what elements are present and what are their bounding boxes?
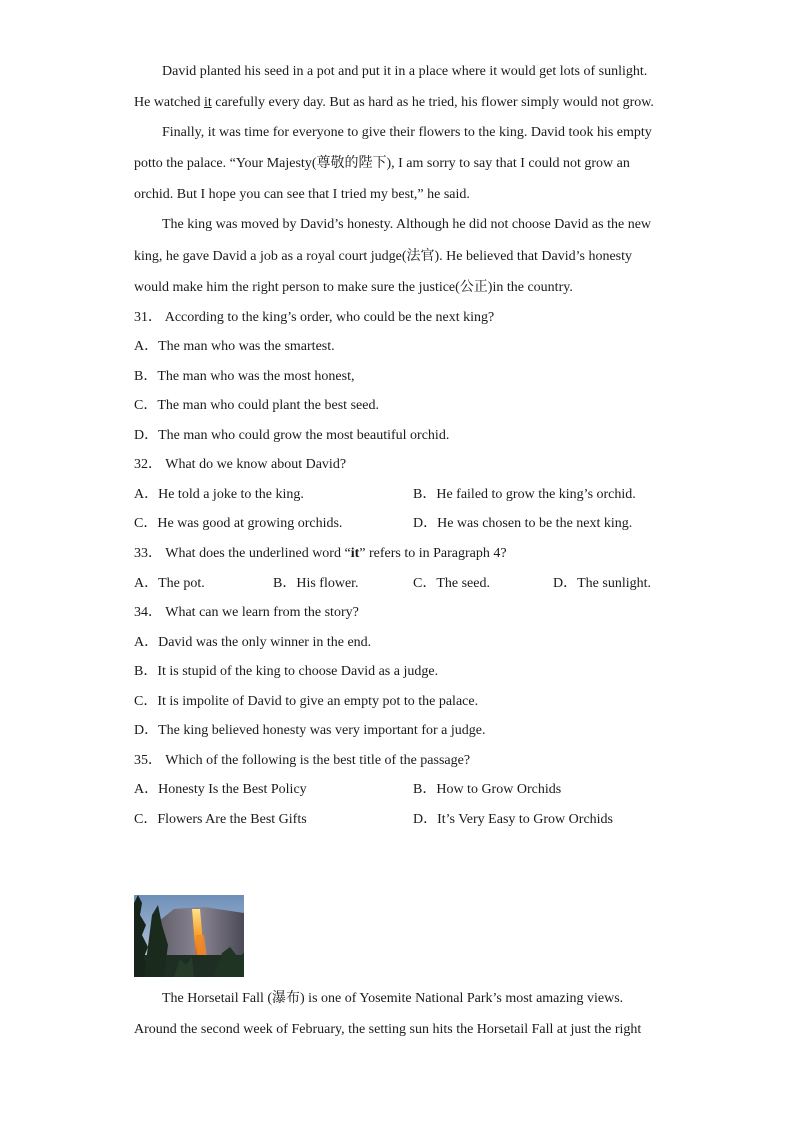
answer-option: B．It is stupid of the king to choose David as a judge. (134, 664, 439, 679)
passage-line: potto the palace. “Your Majesty(尊敬的陛下), I am sorry to say that I could not grow an (134, 156, 630, 171)
answer-option: C．He was good at growing orchids. (134, 516, 343, 531)
underlined-word-it: it (203, 95, 212, 110)
passage-line (134, 94, 654, 112)
answer-option: A．Honesty Is the Best Policy (134, 782, 307, 797)
question-stem: 32． What do we know about David? (134, 457, 347, 472)
passage-text: He watched (134, 95, 204, 110)
answer-option: C．It is impolite of David to give an empty pot to the palace. (134, 694, 479, 709)
passage-line: Finally, it was time for everyone to give their flowers to the king. David took his empty (162, 125, 652, 140)
answer-option: C．The seed. (413, 576, 490, 591)
passage-line: orchid. But I hope you can see that I tried my best,” he said. (134, 187, 470, 202)
question-stem: 35． Which of the following is the best title of the passage? (134, 753, 471, 768)
answer-option: D．The king believed honesty was very important for a judge. (134, 723, 486, 738)
question-stem: 34． What can we learn from the story? (134, 605, 359, 620)
question-stem: 31． According to the king’s order, who could be the next king? (134, 310, 495, 325)
passage-text: carefully every day. But as hard as he tried, his flower simply would not grow. (211, 95, 654, 110)
passage-line: David planted his seed in a pot and put it in a place where it would get lots of sunlight. (162, 64, 648, 79)
answer-option: A．He told a joke to the king. (134, 487, 304, 502)
answer-option: A．The man who was the smartest. (134, 339, 335, 354)
passage-line: Around the second week of February, the setting sun hits the Horsetail Fall at just the right (134, 1022, 642, 1037)
answer-option: C．The man who could plant the best seed. (134, 398, 379, 413)
answer-option: A．The pot. (134, 576, 205, 591)
answer-option: D．He was chosen to be the next king. (413, 516, 633, 531)
question-text: 33． What does the underlined word “ (134, 546, 351, 561)
passage-line: would make him the right person to make sure the justice(公正)in the country. (134, 280, 573, 295)
horsetail-fall-photo (134, 895, 244, 977)
answer-option: B．How to Grow Orchids (413, 782, 562, 797)
answer-option: C．Flowers Are the Best Gifts (134, 812, 307, 827)
answer-option: A．David was the only winner in the end. (134, 635, 372, 650)
answer-option: D．The sunlight. (553, 576, 651, 591)
passage-line: The king was moved by David’s honesty. Although he did not choose David as the new (162, 217, 652, 232)
question-stem (134, 545, 507, 563)
answer-option: D．It’s Very Easy to Grow Orchids (413, 812, 613, 827)
answer-option: D．The man who could grow the most beautiful orchid. (134, 428, 450, 443)
passage-line: The Horsetail Fall (瀑布) is one of Yosemite National Park’s most amazing views. (162, 991, 624, 1006)
answer-option: B．He failed to grow the king’s orchid. (413, 487, 636, 502)
answer-option: B．The man who was the most honest, (134, 369, 355, 384)
bold-word-it: it (350, 546, 360, 561)
question-text: ” refers to in Paragraph 4? (359, 546, 507, 561)
answer-option: B．His flower. (273, 576, 359, 591)
passage-line: king, he gave David a job as a royal court judge(法官). He believed that David’s honesty (134, 249, 633, 264)
